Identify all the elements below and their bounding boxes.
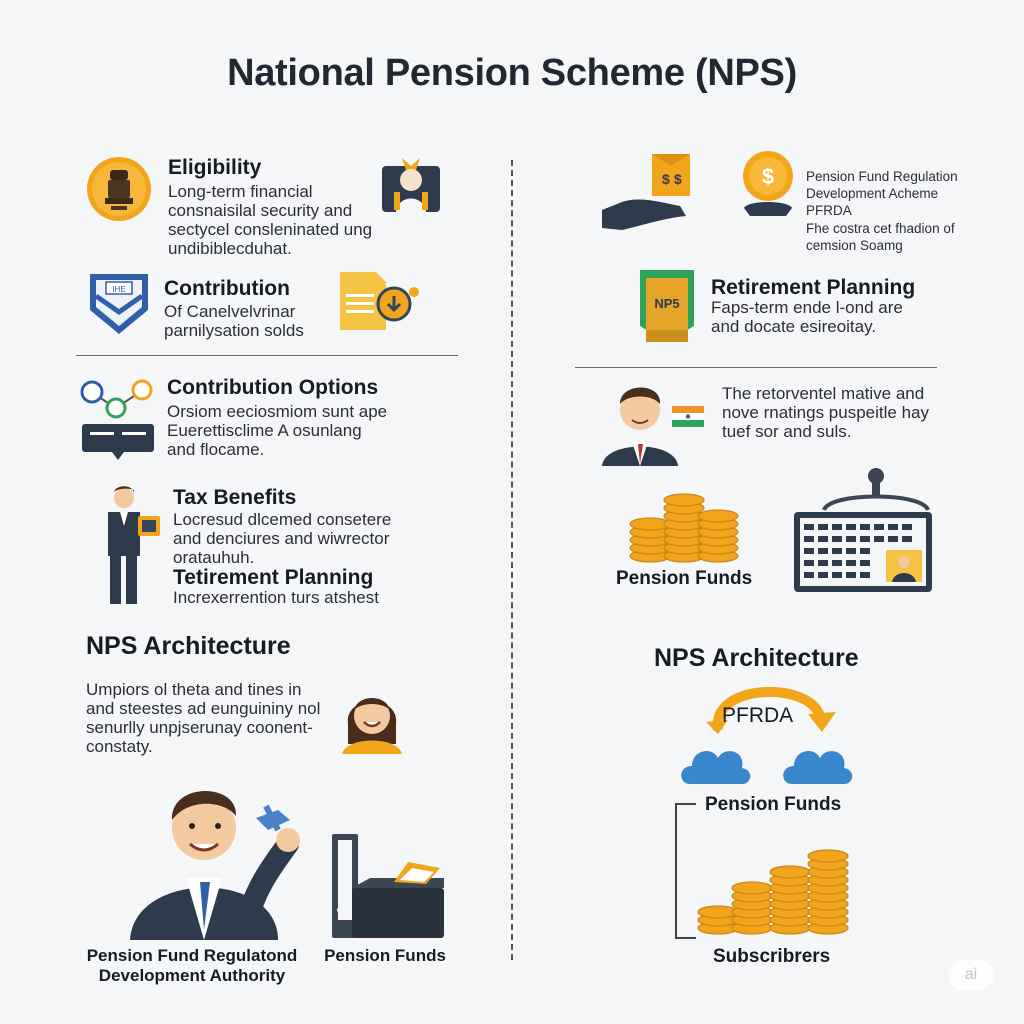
svg-text:$: $ (761, 164, 775, 189)
contribution-heading: Contribution (164, 277, 290, 300)
right-rule (575, 367, 937, 368)
svg-text:IHE: IHE (112, 285, 126, 294)
businessman-icon (100, 486, 164, 608)
right-retirement-heading: Retirement Planning (711, 276, 916, 299)
folder-coin-icon (338, 270, 420, 332)
coin-bulb-icon (738, 150, 798, 222)
guard-icon (380, 152, 442, 214)
shield-document-icon (88, 270, 150, 336)
left-rule (76, 355, 458, 356)
left-pension-funds-label: Pension Funds (324, 946, 446, 965)
right-architecture-heading: NPS Architecture (654, 644, 859, 672)
cloud-icon (680, 740, 752, 784)
right-pfrda-text-2: Fhe costra cet fhadion of cemsion Soamg (806, 221, 955, 253)
eligibility-heading: Eligibility (168, 156, 262, 179)
calendar-board-icon (790, 466, 936, 598)
ai-badge: ai (948, 960, 994, 990)
nps-tag-icon (636, 268, 698, 344)
tax-benefits-text: Locresud dlcemed consetere and denciures and wiwrector oratauhuh. (173, 510, 392, 567)
left-architecture-text: Umpiors ol theta and tines in and steestes ad eunguininy nol senurlly unpjserunay coonent- constaty. (86, 680, 321, 756)
emblem-icon (86, 156, 152, 222)
cloud-icon (782, 740, 854, 784)
printer-icon (330, 832, 446, 940)
pfrda-label: PFRDA (722, 704, 794, 727)
network-book-icon (78, 378, 158, 462)
svg-text:NP5: NP5 (654, 296, 680, 311)
man-flag-icon (600, 380, 710, 466)
eligibility-text: Long-term financial consnaisilal security and sectycel consleninated ung undibiblecduhat. (168, 182, 373, 258)
architecture-pension-funds-label: Pension Funds (705, 794, 842, 815)
coin-stack-icon (628, 494, 740, 564)
svg-text:$: $ (674, 171, 682, 187)
subscribers-label: Subscribrers (713, 946, 831, 967)
hand-money-icon (600, 152, 704, 232)
tax-benefits-heading: Tax Benefits (173, 486, 297, 509)
tetirement-heading: Tetirement Planning (173, 566, 374, 589)
coin-stack-icon (696, 846, 854, 936)
contribution-options-text: Orsiom eeciosmiom sunt ape Euerettisclime A osunlang and flocame. (167, 402, 388, 459)
center-divider (511, 160, 513, 960)
left-architecture-heading: NPS Architecture (86, 632, 291, 660)
right-pfrda-text: Pension Fund Regulation Development Acheme PFRDA (806, 169, 958, 218)
woman-avatar-icon (340, 684, 404, 754)
svg-text:$: $ (662, 171, 670, 187)
page-title: National Pension Scheme (NPS) (227, 52, 797, 94)
right-retirement-text: Faps-term ende l-ond are and docate esireoitay. (711, 298, 903, 336)
tetirement-text: Increxerrention turs atshest (173, 588, 379, 607)
right-pension-funds-label: Pension Funds (616, 568, 753, 589)
pfrda-full-label: Pension Fund Regulatond Development Authority (86, 946, 298, 985)
contribution-options-heading: Contribution Options (167, 376, 379, 399)
businessman-large-icon (128, 770, 303, 940)
contribution-text: Of Canelvelvrinar parnilysation solds (164, 302, 304, 340)
right-person-text: The retorventel mative and nove rnatings puspeitle hay tuef sor and suls. (722, 384, 929, 441)
